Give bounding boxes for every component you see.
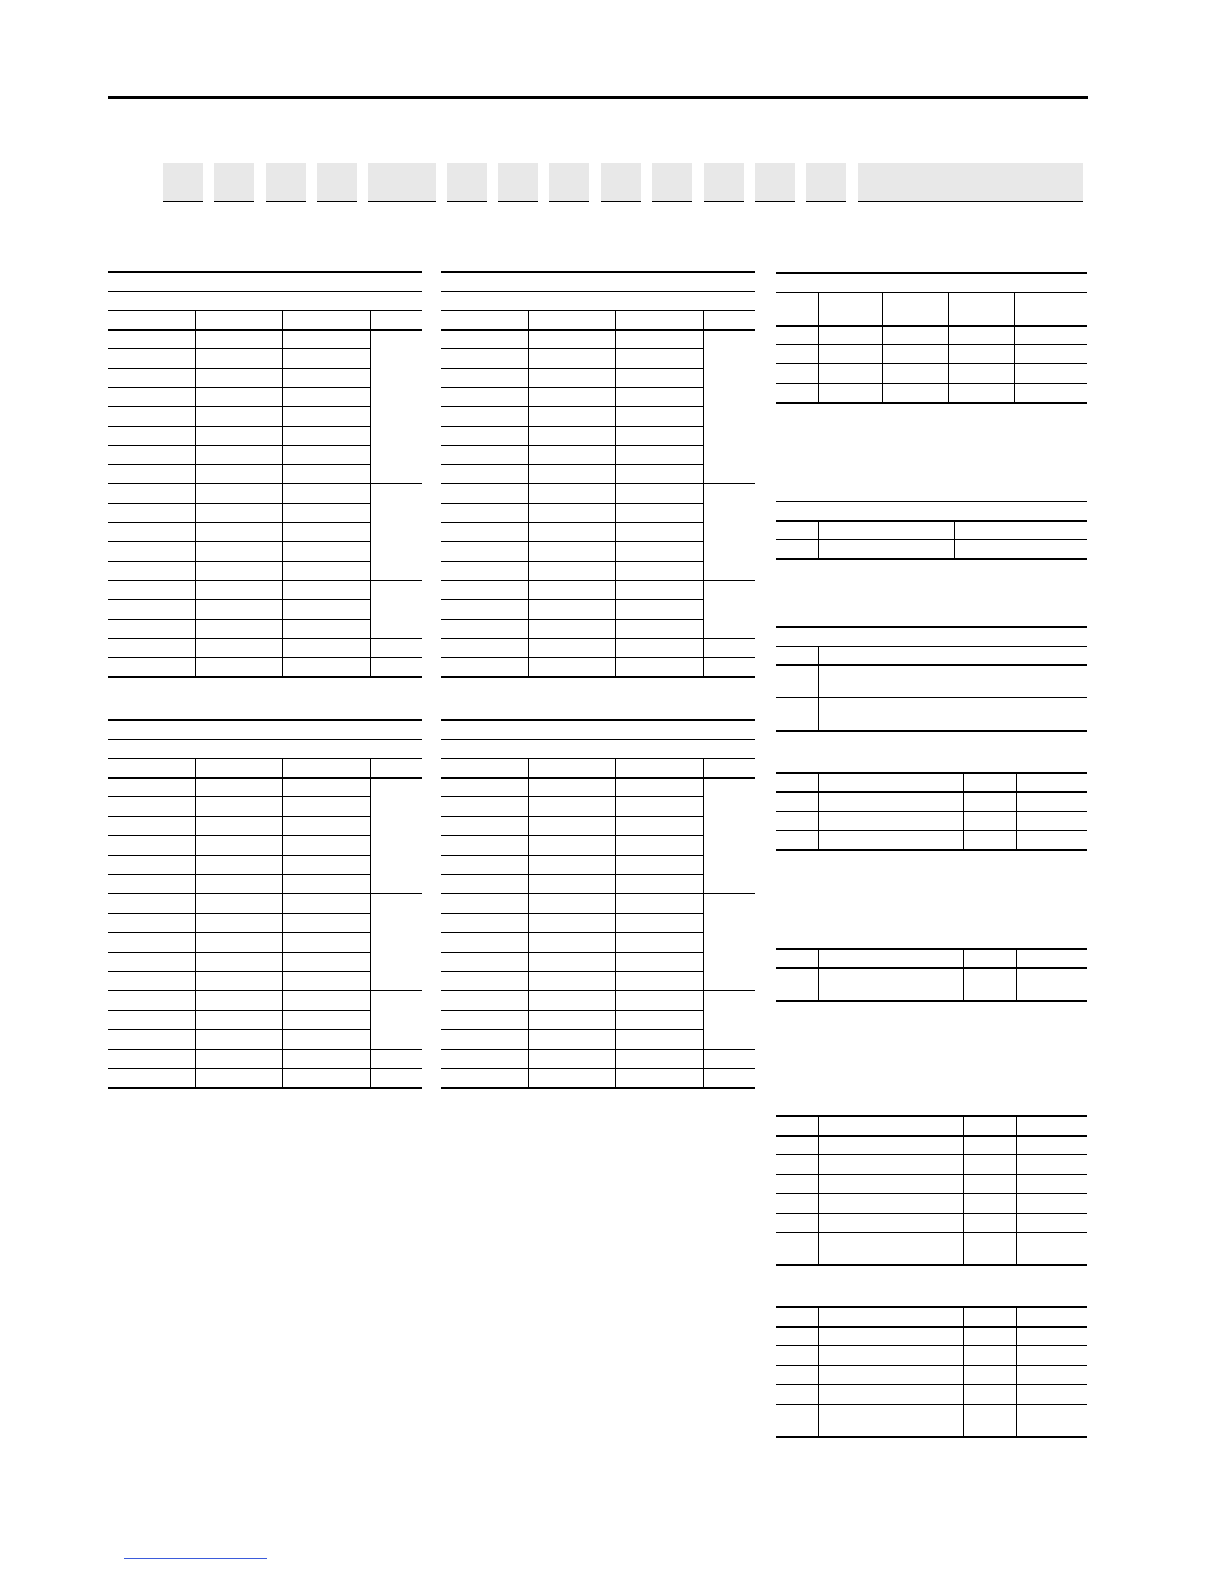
table-rule — [441, 483, 703, 484]
table-rule — [441, 541, 703, 542]
table-rule — [776, 830, 1087, 831]
table-rule — [703, 893, 755, 894]
table-rule — [776, 626, 1087, 628]
table-rule — [108, 599, 370, 600]
table-column-rule — [818, 1115, 819, 1264]
table-rule — [776, 558, 1087, 560]
table-column-rule — [615, 758, 616, 1087]
table-rule — [776, 967, 1087, 969]
table-rule — [108, 619, 370, 620]
table-rule — [441, 816, 703, 817]
table-rule — [441, 522, 703, 523]
table-rule — [776, 292, 1087, 293]
table-rule — [776, 1365, 1087, 1366]
table-rule — [776, 1213, 1087, 1214]
table-column-rule — [882, 292, 883, 402]
code-box — [368, 163, 436, 202]
table-rule — [703, 483, 755, 484]
table-column-rule — [954, 520, 955, 558]
code-box — [266, 163, 306, 202]
table-rule — [703, 1068, 755, 1069]
table-rule — [441, 835, 703, 836]
table-rule — [108, 561, 370, 562]
table-rule — [108, 676, 422, 678]
table-rule — [108, 1087, 422, 1089]
table-rule — [441, 599, 703, 600]
table-rule — [776, 664, 1087, 666]
table-column-rule — [818, 520, 819, 558]
table-rule — [776, 1264, 1087, 1266]
table-rule — [108, 291, 422, 292]
table-rule — [776, 1232, 1087, 1233]
table-rule — [703, 1049, 755, 1050]
table-rule — [108, 445, 370, 446]
table-rule — [776, 1345, 1087, 1346]
table-rule — [776, 1326, 1087, 1328]
table-rule — [370, 1049, 422, 1050]
header-rule — [108, 96, 1088, 99]
table-rule — [776, 1115, 1087, 1117]
table-column-rule — [1016, 948, 1017, 1000]
table-rule — [441, 561, 703, 562]
table-rule — [108, 990, 370, 991]
table-rule — [108, 387, 370, 388]
table-rule — [776, 539, 1087, 540]
table-rule — [441, 291, 755, 292]
code-box — [317, 163, 357, 202]
table-rule — [776, 646, 1087, 647]
table-rule — [108, 310, 422, 311]
table-rule — [776, 791, 1087, 793]
table-column-rule — [703, 310, 704, 676]
code-box — [214, 163, 254, 202]
table-rule — [776, 1384, 1087, 1385]
table-rule — [108, 1029, 370, 1030]
table-column-rule — [615, 310, 616, 676]
table-rule — [441, 638, 703, 639]
table-column-rule — [818, 292, 819, 402]
code-box — [447, 163, 487, 202]
table-rule — [108, 464, 370, 465]
table-rule — [370, 638, 422, 639]
table-rule — [441, 426, 703, 427]
table-column-rule — [195, 310, 196, 676]
table-rule — [108, 406, 370, 407]
table-rule — [776, 402, 1087, 404]
table-rule — [441, 271, 755, 273]
table-rule — [441, 932, 703, 933]
table-rule — [441, 952, 703, 953]
table-column-rule — [528, 310, 529, 676]
code-box — [858, 163, 1083, 202]
table-rule — [108, 271, 422, 273]
table-rule — [441, 310, 755, 311]
table-rule — [108, 932, 370, 933]
table-rule — [108, 638, 370, 639]
table-rule — [441, 676, 755, 678]
table-column-rule — [282, 310, 283, 676]
table-rule — [108, 855, 370, 856]
table-rule — [108, 348, 370, 349]
table-rule — [776, 344, 1087, 345]
table-column-rule — [948, 292, 949, 402]
table-rule — [441, 990, 703, 991]
table-rule — [370, 1068, 422, 1069]
table-rule — [370, 990, 422, 991]
table-rule — [441, 368, 703, 369]
table-rule — [108, 426, 370, 427]
table-rule — [441, 406, 703, 407]
table-column-rule — [370, 310, 371, 676]
table-rule — [776, 1436, 1087, 1438]
table-rule — [108, 913, 370, 914]
table-rule — [108, 758, 422, 759]
code-box — [704, 163, 744, 202]
table-rule — [441, 913, 703, 914]
table-rule — [441, 503, 703, 504]
table-rule — [776, 325, 1087, 327]
table-rule — [441, 619, 703, 620]
table-rule — [108, 893, 370, 894]
table-rule — [776, 1154, 1087, 1155]
code-box — [163, 163, 203, 202]
table-rule — [441, 464, 703, 465]
table-rule — [441, 348, 703, 349]
table-rule — [776, 1404, 1087, 1405]
table-column-rule — [818, 948, 819, 1000]
table-rule — [776, 849, 1087, 851]
table-rule — [108, 796, 370, 797]
table-rule — [441, 1029, 703, 1030]
table-rule — [441, 1068, 703, 1069]
table-rule — [370, 893, 422, 894]
table-rule — [776, 501, 1087, 502]
table-column-rule — [963, 1115, 964, 1264]
table-column-rule — [1016, 1115, 1017, 1264]
table-rule — [370, 580, 422, 581]
table-rule — [776, 772, 1087, 774]
table-rule — [108, 329, 422, 331]
table-rule — [441, 1010, 703, 1011]
table-rule — [108, 1049, 370, 1050]
table-rule — [370, 483, 422, 484]
table-rule — [776, 1000, 1087, 1002]
table-rule — [776, 1193, 1087, 1194]
table-rule — [441, 1087, 755, 1089]
table-rule — [441, 893, 703, 894]
table-rule — [776, 272, 1087, 274]
table-rule — [108, 835, 370, 836]
table-rule — [441, 329, 755, 331]
code-box — [549, 163, 589, 202]
table-rule — [703, 990, 755, 991]
table-rule — [108, 952, 370, 953]
table-rule — [108, 503, 370, 504]
table-rule — [441, 758, 755, 759]
table-rule — [776, 948, 1087, 950]
table-rule — [776, 811, 1087, 812]
table-rule — [703, 657, 755, 658]
table-rule — [108, 777, 422, 779]
footer-link[interactable] — [124, 1558, 267, 1559]
table-rule — [441, 580, 703, 581]
table-rule — [108, 522, 370, 523]
table-rule — [108, 483, 370, 484]
table-rule — [108, 719, 422, 721]
table-rule — [776, 1174, 1087, 1175]
table-column-rule — [703, 758, 704, 1087]
table-rule — [441, 874, 703, 875]
table-column-rule — [195, 758, 196, 1087]
table-rule — [776, 697, 1087, 698]
table-rule — [776, 363, 1087, 364]
table-rule — [776, 520, 1087, 522]
table-column-rule — [370, 758, 371, 1087]
table-rule — [776, 730, 1087, 732]
table-column-rule — [963, 948, 964, 1000]
table-rule — [108, 541, 370, 542]
code-box — [755, 163, 795, 202]
code-box — [806, 163, 846, 202]
table-rule — [108, 657, 370, 658]
table-rule — [441, 739, 755, 740]
table-rule — [441, 719, 755, 721]
table-rule — [703, 580, 755, 581]
table-rule — [441, 971, 703, 972]
table-rule — [108, 971, 370, 972]
table-rule — [108, 1010, 370, 1011]
table-rule — [703, 638, 755, 639]
code-box — [652, 163, 692, 202]
table-rule — [776, 1135, 1087, 1137]
table-rule — [776, 1306, 1087, 1308]
table-rule — [776, 383, 1087, 384]
table-column-rule — [818, 646, 819, 730]
table-rule — [441, 1049, 703, 1050]
table-rule — [108, 580, 370, 581]
table-rule — [441, 445, 703, 446]
table-column-rule — [1014, 292, 1015, 402]
code-box — [498, 163, 538, 202]
table-rule — [441, 387, 703, 388]
table-rule — [108, 368, 370, 369]
table-rule — [441, 796, 703, 797]
table-rule — [441, 777, 755, 779]
table-rule — [441, 855, 703, 856]
code-box — [601, 163, 641, 202]
table-rule — [108, 1068, 370, 1069]
table-column-rule — [528, 758, 529, 1087]
table-rule — [108, 874, 370, 875]
table-rule — [370, 657, 422, 658]
table-rule — [108, 739, 422, 740]
table-rule — [108, 816, 370, 817]
table-column-rule — [282, 758, 283, 1087]
table-rule — [441, 657, 703, 658]
